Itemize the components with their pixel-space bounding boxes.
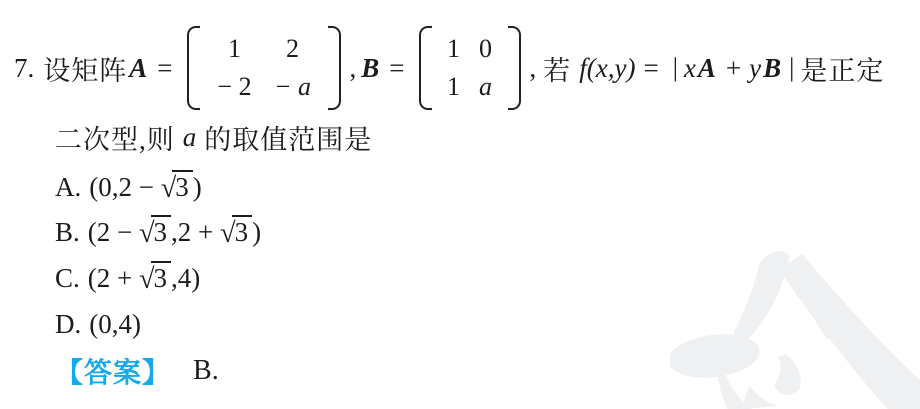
sqrt-radical: √3 bbox=[220, 215, 252, 249]
option-a-label: A. bbox=[55, 171, 82, 202]
option-d-expression: (0,4) bbox=[89, 309, 141, 339]
option-c bbox=[55, 261, 200, 295]
problem-number: 7. bbox=[14, 52, 35, 83]
option-c-label: C. bbox=[55, 262, 80, 293]
determinant-bar-close: | bbox=[789, 53, 795, 82]
option-b-expression: (2 − √3 ,2 + √3 ) bbox=[87, 217, 262, 249]
matrix-b-cell-21: 1 bbox=[447, 72, 460, 101]
matrix-b-cell-11: 1 bbox=[447, 34, 460, 63]
intro-text: 设矩阵 bbox=[43, 55, 128, 86]
option-c-expression: (2 + √3 ,4) bbox=[87, 263, 201, 295]
matrix-left-bracket bbox=[419, 26, 432, 110]
matrix-left-bracket bbox=[187, 26, 200, 110]
matrix-a-symbol: A bbox=[697, 52, 716, 83]
radical-sign: √ bbox=[160, 173, 177, 204]
comma: , bbox=[349, 52, 357, 83]
matrix-right-bracket bbox=[328, 26, 341, 110]
sqrt-radical: √3 bbox=[139, 215, 171, 249]
option-b bbox=[55, 215, 261, 249]
matrix-a-cell-12: 2 bbox=[286, 34, 299, 63]
sqrt-radical: √3 bbox=[161, 170, 193, 204]
line2-post-text: 的取值范围是 bbox=[204, 125, 373, 155]
line1-tail-text: 是正定 bbox=[800, 55, 885, 86]
matrix-a-cell-22: − a bbox=[273, 72, 312, 101]
option-b-label: B. bbox=[55, 216, 80, 247]
matrix-a-cell-11: 1 bbox=[228, 34, 241, 63]
answer-tag: 【答案】 bbox=[55, 357, 172, 388]
matrix-right-bracket bbox=[508, 26, 521, 110]
y-variable: y bbox=[749, 52, 762, 83]
answer-line bbox=[55, 351, 219, 391]
plus-sign: + bbox=[725, 52, 742, 83]
matrix-a-name: A bbox=[129, 52, 148, 83]
sqrt-radical: √3 bbox=[139, 261, 171, 295]
equals-sign: = bbox=[157, 52, 173, 83]
option-d-label: D. bbox=[55, 309, 82, 339]
matrix-a-cell-21: − 2 bbox=[217, 72, 252, 101]
comma: , bbox=[529, 52, 537, 83]
matrix-b-cell-22: a bbox=[479, 72, 492, 101]
f-expression: f(x,y) bbox=[579, 52, 636, 83]
radical-sign: √ bbox=[220, 218, 236, 249]
equals-sign: = bbox=[643, 52, 659, 83]
line2-pre-text: 二次型,则 bbox=[55, 125, 175, 155]
a-variable: a bbox=[182, 122, 197, 152]
option-a bbox=[55, 170, 202, 204]
option-a-expression: (0,2 − √3 ) bbox=[89, 172, 202, 204]
problem-statement-line2 bbox=[55, 118, 372, 157]
x-variable: x bbox=[683, 52, 696, 83]
option-d bbox=[55, 309, 141, 340]
equals-sign: = bbox=[389, 52, 405, 83]
radical-sign: √ bbox=[138, 264, 155, 295]
answer-value: B. bbox=[193, 355, 219, 386]
calligraphy-watermark bbox=[670, 244, 920, 409]
matrix-b-symbol: B bbox=[763, 52, 782, 83]
ruo-text: 若 bbox=[543, 55, 572, 86]
radical-sign: √ bbox=[138, 218, 155, 249]
determinant-bar-open: | bbox=[672, 53, 678, 82]
matrix-a bbox=[187, 26, 341, 110]
matrix-b-name: B bbox=[361, 52, 380, 83]
matrix-b bbox=[419, 26, 521, 110]
matrix-b-cell-12: 0 bbox=[479, 34, 492, 63]
problem-statement-line1 bbox=[14, 24, 920, 112]
